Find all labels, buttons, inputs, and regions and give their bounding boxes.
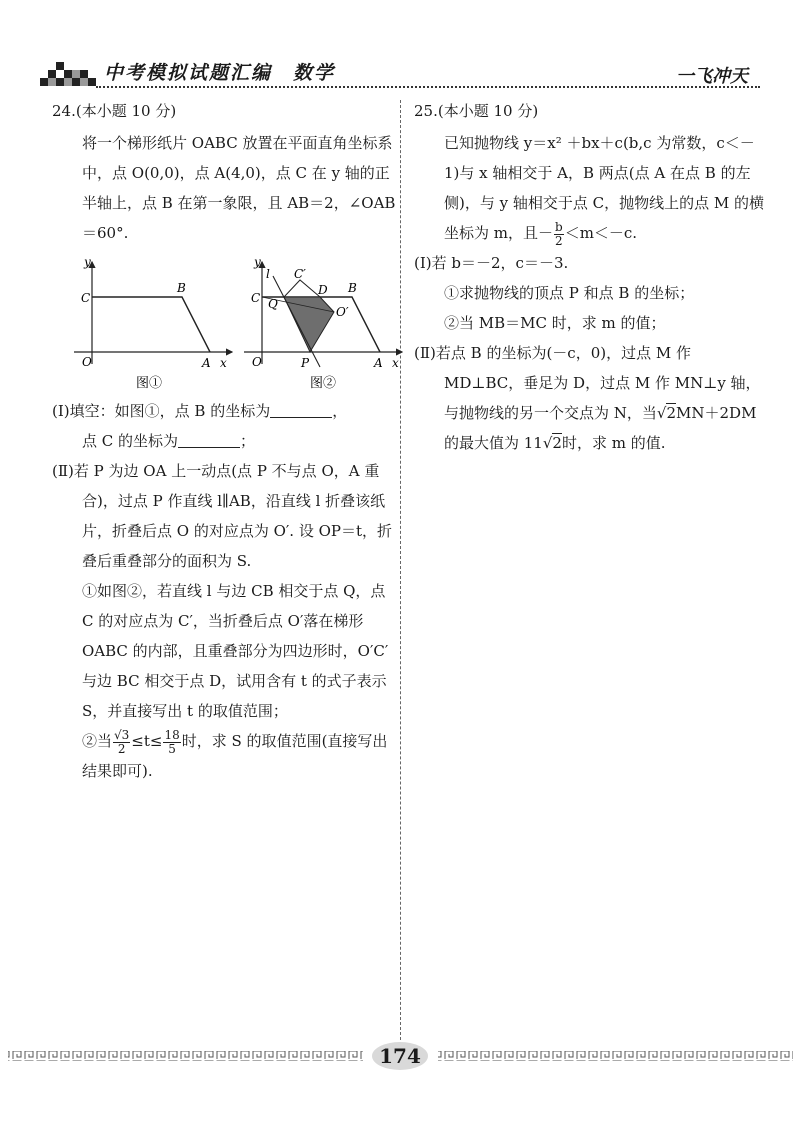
fig2-label-Q: Q	[268, 297, 278, 311]
q25-part2-a: (Ⅱ)若点 B 的坐标为(－c，0)，过点 M 作 MD⊥BC，垂足为 D，过点 M 作 MN⊥y 轴，与抛物线的另一个交点为 N，当	[414, 344, 761, 422]
q25-intro-b: ＜m＜－c.	[564, 224, 638, 242]
fig1-label-C: C	[81, 291, 91, 305]
q25-part1: (Ⅰ)若 b＝－2，c＝－3.	[414, 254, 569, 272]
q25-part2	[414, 338, 769, 458]
q25-part2-c: 时，求 m 的值.	[561, 434, 666, 452]
figure-1	[74, 255, 232, 391]
q24-part1-c	[52, 426, 397, 456]
fig2-label-D: D	[318, 283, 328, 297]
sqrt-arg: 2	[666, 404, 677, 422]
fig2-label-P: P	[301, 356, 310, 370]
q25-frac-den: 2	[555, 233, 563, 248]
q24-part1-b: 点 C 的坐标为	[82, 432, 179, 450]
fig1-label-B: B	[177, 281, 186, 295]
fig2-label-C: C	[251, 291, 261, 305]
fig2-label-O: O	[252, 355, 262, 369]
fig2-caption: 图②	[310, 376, 337, 391]
fig2-label-x: x	[392, 356, 399, 370]
question-24	[52, 96, 397, 786]
fig2-label-y: y	[254, 255, 261, 269]
q24-sub1: ①如图②，若直线 l 与边 CB 相交于点 Q，点 C 的对应点为 C′，当折叠后点 O′落在梯形 OABC 的内部，且重叠部分为四边形时，O′C′与边 BC 相交于点 D，试用含有 t 的式子表示 S，并直接写出 t 的取值范围；	[82, 582, 389, 720]
q24-part1-end-a: ，	[332, 402, 348, 420]
q25-part2-b: MN＋2DM 的最大值为 11	[444, 404, 757, 452]
frac1-den: 2	[117, 741, 126, 756]
answer-blank-c[interactable]	[178, 429, 240, 448]
checker-logo-icon	[40, 58, 96, 88]
fraction-b-over-2	[554, 221, 564, 248]
page-header	[40, 52, 760, 92]
fig2-label-Cprime: C′	[294, 267, 306, 281]
q24-part1	[52, 396, 397, 426]
page-number: 174	[372, 1042, 428, 1070]
q24-sub2	[52, 726, 397, 786]
q24-part2: (Ⅱ)若 P 为边 OA 上一动点(点 P 不与点 O，A 重合)，过点 P 作直线 l∥AB，沿直线 l 折叠该纸片，折叠后点 O 的对应点为 O′. 设 OP＝t，折叠后重叠部分的面积为 S.	[52, 462, 393, 570]
header-brand: 一飞冲天	[676, 66, 748, 87]
q25-intro-a: 已知抛物线 y＝x² ＋bx＋c(b,c 为常数，c＜－1)与 x 轴相交于 A，B 两点(点 A 在点 B 的左侧)，与 y 轴相交于点 C，抛物线上的点 M 的横坐标为 m，且－	[444, 134, 765, 242]
fraction-sqrt3-over-2	[113, 729, 130, 756]
question-25	[414, 96, 769, 458]
q24-number: 24.(本小题 10 分)	[52, 102, 177, 120]
column-divider	[400, 100, 401, 1040]
fig1-label-A: A	[202, 356, 211, 370]
q24-figure-svg	[52, 252, 397, 392]
fraction-18-over-5	[163, 729, 180, 756]
fig2-label-B: B	[348, 281, 357, 295]
fig1-caption: 图①	[136, 376, 163, 391]
q25-part1-s2: ②当 MB＝MC 时，求 m 的值；	[444, 314, 666, 332]
q24-sub2-b: 时，求 S 的取值范围(直接写出结果即可).	[82, 732, 388, 780]
sqrt-symbol: √	[656, 404, 667, 422]
q24-part1-end-b: ；	[240, 432, 256, 450]
q25-part1-s1: ①求抛物线的顶点 P 和点 B 的坐标；	[444, 284, 695, 302]
fig2-label-l: l	[266, 267, 270, 281]
q25-number: 25.(本小题 10 分)	[414, 102, 539, 120]
q24-intro: 将一个梯形纸片 OABC 放置在平面直角坐标系中，点 O(0,0)，点 A(4,0)，点 C 在 y 轴的正半轴上，点 B 在第一象限，且 AB＝2，∠OAB＝60°.	[82, 134, 396, 242]
header-rule	[96, 86, 760, 88]
q24-part1-a: (Ⅰ)填空：如图①，点 B 的坐标为	[52, 402, 271, 420]
fig1-label-y: y	[84, 255, 91, 269]
q25-intro	[414, 128, 769, 248]
fig1-label-x: x	[220, 356, 227, 370]
fig2-label-Oprime: O′	[336, 305, 349, 319]
header-title: 中考模拟试题汇编 数学	[104, 62, 336, 84]
page-footer	[0, 1030, 800, 1090]
answer-blank-b[interactable]	[270, 399, 332, 418]
frac2-den: 5	[168, 741, 176, 756]
fig2-label-A: A	[374, 356, 383, 370]
q24-sub2-mid: ≤t≤	[131, 732, 163, 750]
q24-sub2-a: ②当	[82, 732, 113, 750]
q24-figures	[52, 252, 397, 392]
q25-frac-num: b	[555, 219, 563, 234]
frac1-num: √3	[114, 727, 130, 742]
fig1-label-O: O	[82, 355, 92, 369]
figure-2	[244, 255, 402, 391]
sqrt-symbol-2: √	[542, 434, 553, 452]
sqrt-arg-2: 2	[552, 434, 562, 452]
frac2-num: 18	[164, 727, 180, 742]
